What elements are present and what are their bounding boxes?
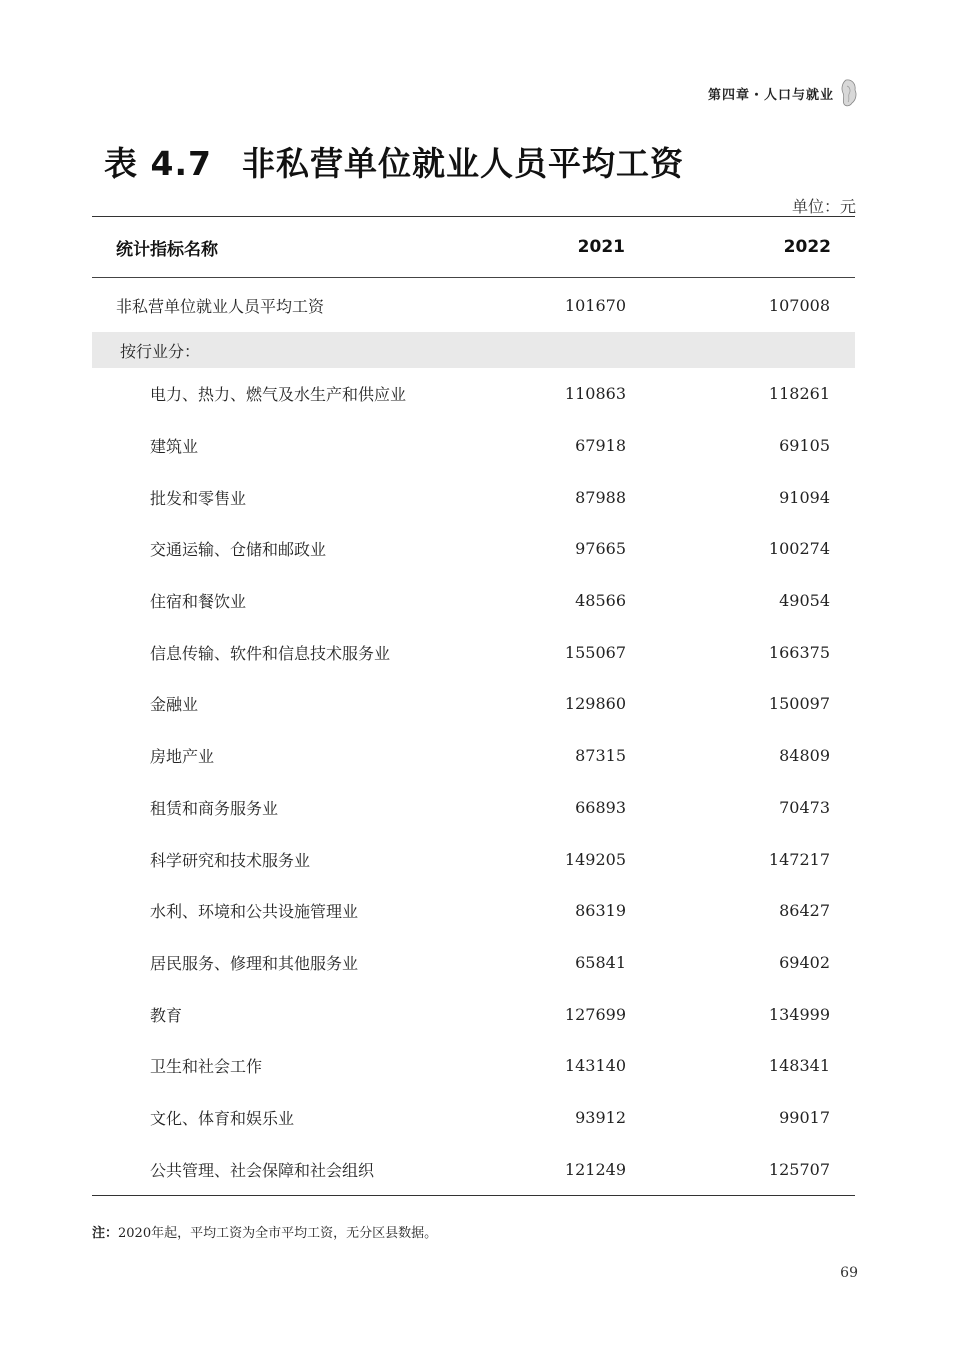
row-value-2022: 99017	[779, 1107, 830, 1127]
row-value-2021: 101670	[564, 295, 626, 315]
row-value-2022: 118261	[768, 384, 830, 404]
row-name: 文化、体育和娱乐业	[150, 1108, 295, 1128]
running-head	[708, 78, 858, 108]
table-row	[92, 575, 855, 627]
row-value-2021: 121249	[564, 1159, 626, 1179]
chapter-ornament-icon	[840, 78, 858, 108]
row-value-2022: 147217	[768, 849, 830, 869]
row-name: 居民服务、修理和其他服务业	[150, 953, 359, 973]
row-name: 公共管理、社会保障和社会组织	[150, 1160, 375, 1180]
row-value-2022: 100274	[768, 539, 830, 559]
row-name: 卫生和社会工作	[150, 1057, 263, 1077]
table-row	[92, 420, 855, 472]
row-value-2022: 107008	[768, 295, 830, 315]
row-value-2021: 127699	[564, 1004, 626, 1024]
row-name: 非私营单位就业人员平均工资	[116, 296, 325, 316]
row-value-2022: 70473	[779, 797, 830, 817]
row-value-2022: 91094	[779, 487, 830, 507]
page-number: 69	[840, 1265, 858, 1281]
row-value-2022: 69105	[779, 436, 830, 456]
footnote	[92, 1222, 437, 1241]
footnote-text: 2020年起，平均工资为全市平均工资，无分区县数据。	[118, 1226, 438, 1241]
table-row	[92, 937, 855, 989]
group-label: 按行业分：	[120, 341, 201, 361]
wage-table	[92, 216, 855, 1196]
row-value-2022: 49054	[779, 591, 830, 611]
table-row	[92, 678, 855, 730]
row-value-2021: 67918	[575, 436, 626, 456]
row-value-2022: 134999	[768, 1004, 830, 1024]
row-name: 水利、环境和公共设施管理业	[150, 902, 359, 922]
row-value-2022: 148341	[768, 1056, 830, 1076]
row-name: 建筑业	[150, 437, 199, 457]
industry-rows	[92, 368, 855, 1195]
table-row	[92, 885, 855, 937]
row-name: 租赁和商务服务业	[150, 798, 279, 818]
row-value-2021: 97665	[575, 539, 626, 559]
table-row	[92, 471, 855, 523]
table-row	[92, 1040, 855, 1092]
row-name: 信息传输、软件和信息技术服务业	[150, 643, 391, 663]
table-number: 表 4.7	[104, 144, 212, 183]
table-title	[92, 138, 684, 185]
footnote-label: 注：	[92, 1226, 119, 1241]
table-row	[92, 730, 855, 782]
row-name: 电力、热力、燃气及水生产和供应业	[150, 385, 407, 405]
row-value-2021: 87988	[575, 487, 626, 507]
row-name: 科学研究和技术服务业	[150, 850, 311, 870]
row-value-2021: 155067	[564, 642, 626, 662]
table-row	[92, 1143, 855, 1195]
header-indicator-name: 统计指标名称	[116, 239, 218, 260]
row-value-2022: 84809	[779, 746, 830, 766]
row-name: 住宿和餐饮业	[150, 592, 247, 612]
row-value-2021: 87315	[575, 746, 626, 766]
table-row	[92, 1092, 855, 1144]
group-label-row	[92, 332, 855, 368]
table-title-text: 非私营单位就业人员平均工资	[241, 144, 684, 183]
row-value-2021: 86319	[575, 901, 626, 921]
row-name: 交通运输、仓储和邮政业	[150, 540, 327, 560]
row-name: 批发和零售业	[150, 488, 247, 508]
row-name: 房地产业	[150, 747, 215, 767]
row-value-2021: 93912	[575, 1107, 626, 1127]
row-value-2021: 65841	[575, 952, 626, 972]
row-value-2022: 166375	[768, 642, 830, 662]
row-value-2021: 129860	[564, 694, 626, 714]
row-name: 金融业	[150, 695, 199, 715]
row-value-2022: 69402	[779, 952, 830, 972]
table-row	[92, 988, 855, 1040]
table-bottom-rule	[92, 1195, 855, 1196]
table-row	[92, 626, 855, 678]
row-value-2022: 150097	[768, 694, 830, 714]
table-row	[92, 523, 855, 575]
row-value-2021: 149205	[564, 849, 626, 869]
header-year-2022: 2022	[783, 237, 831, 257]
row-value-2021: 110863	[564, 384, 626, 404]
table-row	[92, 368, 855, 420]
table-row	[92, 833, 855, 885]
table-row-total	[92, 278, 855, 332]
table-header-row	[92, 217, 855, 278]
header-year-2021: 2021	[577, 237, 625, 257]
table-row	[92, 782, 855, 834]
row-value-2022: 125707	[768, 1159, 830, 1179]
row-value-2021: 143140	[564, 1056, 626, 1076]
row-value-2021: 66893	[575, 797, 626, 817]
chapter-title: 第四章・人口与就业	[707, 87, 834, 103]
row-name: 教育	[150, 1005, 183, 1025]
row-value-2021: 48566	[575, 591, 626, 611]
row-value-2022: 86427	[779, 901, 830, 921]
unit-label: 单位：元	[791, 197, 856, 216]
